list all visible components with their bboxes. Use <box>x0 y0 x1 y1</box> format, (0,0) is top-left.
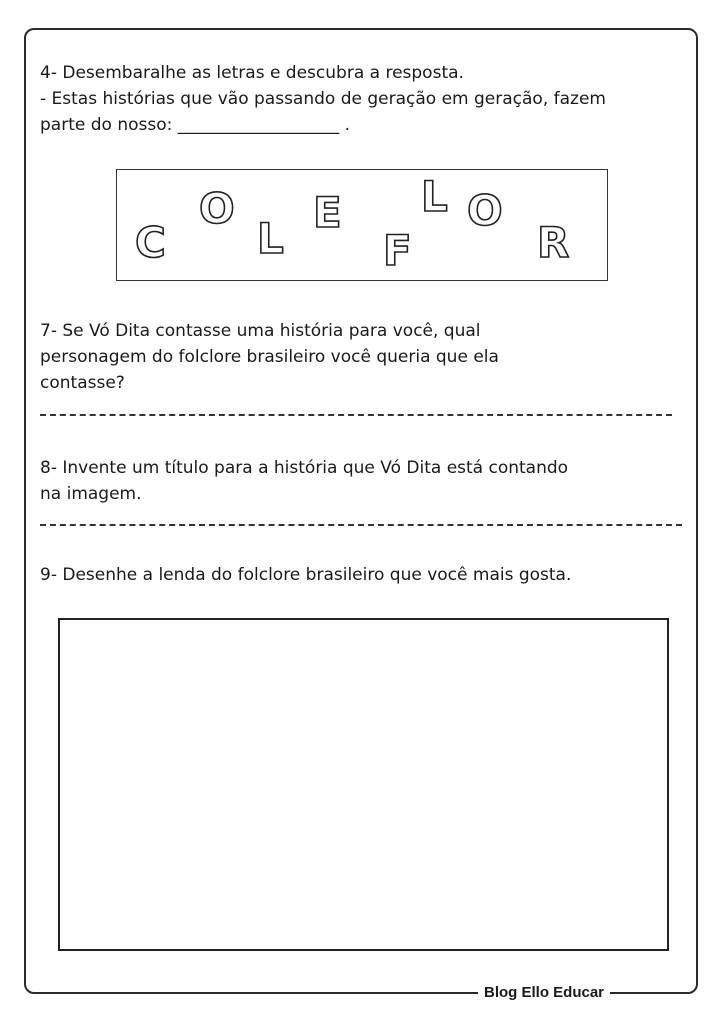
question-4-title: 4- Desembaralhe as letras e descubra a resposta. <box>40 63 464 83</box>
question-8-line1: 8- Invente um título para a história que Vó Dita está contando <box>40 458 569 478</box>
question-7-line1: 7- Se Vó Dita contasse uma história para você, qual <box>40 321 481 341</box>
scrambled-letter: L <box>421 172 448 221</box>
question-8-line2: na imagem. <box>40 484 142 504</box>
scrambled-letters-box <box>116 169 608 281</box>
question-4-prompt-line2: parte do nosso: ___________________ . <box>40 115 351 135</box>
drawing-area[interactable] <box>58 618 669 951</box>
scrambled-letter: E <box>313 188 342 237</box>
answer-line-7[interactable] <box>40 414 672 416</box>
question-8 <box>40 455 690 507</box>
footer-brand: Blog Ello Educar <box>478 984 610 1001</box>
question-9: 9- Desenhe a lenda do folclore brasileiro que você mais gosta. <box>40 565 572 585</box>
scrambled-letter: C <box>135 218 166 267</box>
question-7-line3: contasse? <box>40 373 125 393</box>
scrambled-letter: L <box>257 214 284 263</box>
scrambled-letter: F <box>383 226 412 275</box>
scrambled-letter: O <box>467 186 503 235</box>
question-4 <box>40 60 680 138</box>
question-7-line2: personagem do folclore brasileiro você queria que ela <box>40 347 499 367</box>
answer-line-8[interactable] <box>40 524 682 526</box>
question-4-prompt-line1: - Estas histórias que vão passando de geração em geração, fazem <box>40 89 606 109</box>
scrambled-letter: R <box>537 218 570 267</box>
scrambled-letter: O <box>199 184 235 233</box>
question-7 <box>40 318 690 396</box>
